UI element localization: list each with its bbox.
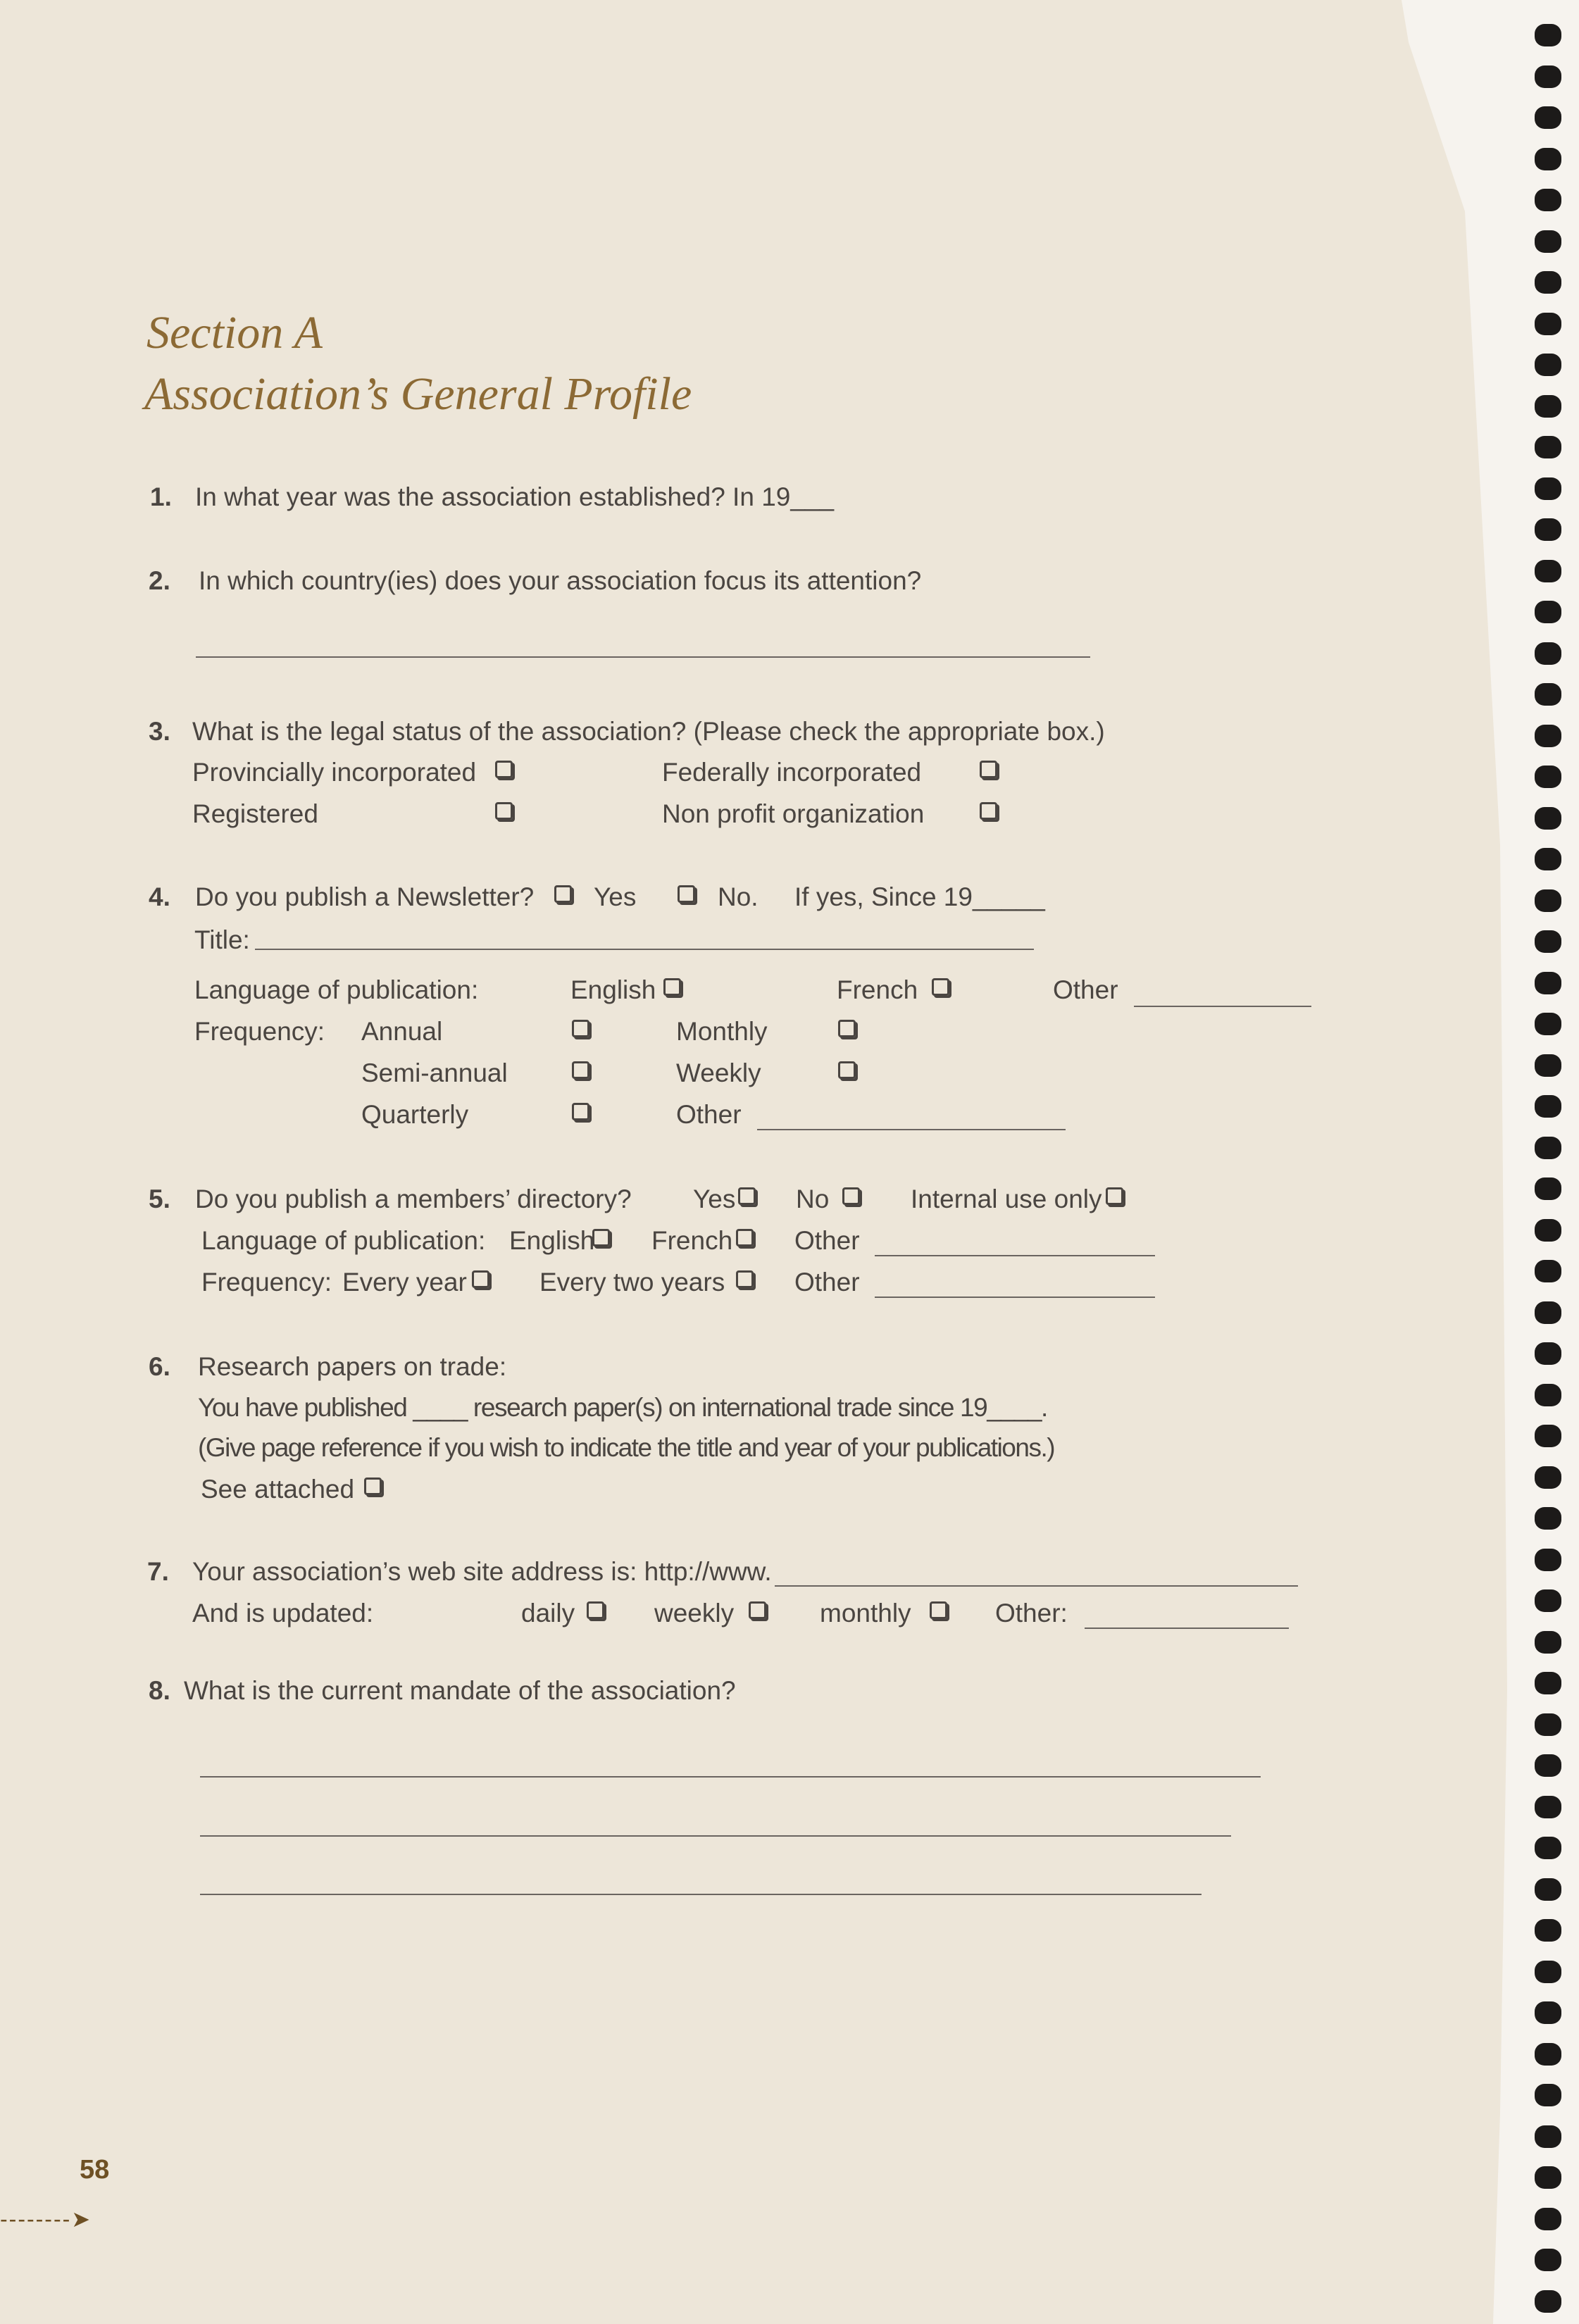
q4-monthly-checkbox[interactable] <box>838 1020 856 1037</box>
q4-annual-checkbox[interactable] <box>572 1020 589 1037</box>
q2-text: In which country(ies) does your association focus its attention? <box>199 566 922 595</box>
binding-hole <box>1535 1260 1561 1282</box>
binding-hole <box>1535 230 1561 253</box>
binding-hole <box>1535 1878 1561 1901</box>
binding-hole <box>1535 848 1561 870</box>
q7-updated-label: And is updated: <box>192 1599 374 1628</box>
binding-hole <box>1535 354 1561 376</box>
binding-hole <box>1535 2043 1561 2066</box>
q6-attached-checkbox[interactable] <box>364 1478 382 1495</box>
section-title: Section A <box>146 307 323 358</box>
binding-hole <box>1535 24 1561 46</box>
binding-hole <box>1535 683 1561 706</box>
q3-option-registered: Registered <box>192 799 318 828</box>
q7-monthly-checkbox[interactable] <box>930 1601 947 1619</box>
q8-text: What is the current mandate of the association? <box>184 1676 736 1705</box>
q5-yes-label: Yes <box>693 1185 736 1213</box>
q3-number: 3. <box>149 717 170 746</box>
q4-no-label: No. <box>718 882 759 911</box>
q1-text: In what year was the association established? In 19___ <box>195 482 835 511</box>
q4-quarterly-checkbox[interactable] <box>572 1103 589 1120</box>
q6-number: 6. <box>149 1352 170 1381</box>
q5-yes-checkbox[interactable] <box>738 1187 756 1205</box>
binding-hole <box>1535 2166 1561 2189</box>
binding-hole <box>1535 271 1561 294</box>
q3-option-nonprofit: Non profit organization <box>662 799 925 828</box>
binding-hole <box>1535 1177 1561 1200</box>
binding-hole <box>1535 2125 1561 2148</box>
q7-daily-label: daily <box>521 1599 575 1628</box>
q4-english-checkbox[interactable] <box>663 978 681 996</box>
q4-other2-label: Other <box>676 1100 742 1129</box>
q4-quarterly-label: Quarterly <box>361 1100 469 1129</box>
continue-arrow: --------➤ <box>0 2206 92 2232</box>
q4-french-checkbox[interactable] <box>932 978 949 996</box>
binding-hole <box>1535 1384 1561 1406</box>
binding-hole <box>1535 1219 1561 1242</box>
binding-hole <box>1535 395 1561 418</box>
q4-other-label: Other <box>1053 975 1118 1004</box>
binding-hole <box>1535 477 1561 500</box>
q5-other-line[interactable] <box>875 1255 1155 1256</box>
q5-language-label: Language of publication: <box>201 1226 486 1255</box>
binding-hole <box>1535 1672 1561 1694</box>
binding-hole <box>1535 313 1561 335</box>
binding-hole <box>1535 2084 1561 2106</box>
q7-number: 7. <box>147 1557 169 1586</box>
binding-hole <box>1535 1425 1561 1447</box>
q8-number: 8. <box>149 1676 170 1705</box>
q4-frequency-label: Frequency: <box>194 1017 325 1046</box>
q4-yes-label: Yes <box>594 882 637 911</box>
q4-number: 4. <box>149 882 170 911</box>
binding-hole <box>1535 1837 1561 1859</box>
binding-hole <box>1535 1961 1561 1983</box>
binding-hole <box>1535 2290 1561 2313</box>
q4-weekly-checkbox[interactable] <box>838 1061 856 1079</box>
q6-attached-label: See attached <box>201 1475 355 1504</box>
q7-url-line[interactable] <box>775 1585 1298 1587</box>
binding-hole <box>1535 1137 1561 1159</box>
binding-hole <box>1535 1466 1561 1489</box>
q4-semiannual-checkbox[interactable] <box>572 1061 589 1079</box>
binding-hole <box>1535 601 1561 623</box>
q5-text: Do you publish a members’ directory? <box>195 1185 632 1213</box>
q5-other-label: Other <box>794 1226 860 1255</box>
binding-hole <box>1535 807 1561 830</box>
q5-number: 5. <box>149 1185 170 1213</box>
q6-published-line: You have published ____ research paper(s) on international trade since 19____. <box>198 1393 1047 1422</box>
q5-other2-line[interactable] <box>875 1297 1155 1298</box>
page-number: 58 <box>80 2155 110 2185</box>
binding-hole <box>1535 1507 1561 1530</box>
q4-yes-checkbox[interactable] <box>554 885 572 903</box>
q6-reference-note: (Give page reference if you wish to indicate the title and year of your publications.) <box>198 1433 1055 1462</box>
binding-hole <box>1535 2249 1561 2271</box>
q7-other-label: Other: <box>995 1599 1068 1628</box>
q8-answer-line-2[interactable] <box>200 1835 1231 1837</box>
q4-english-label: English <box>570 975 656 1004</box>
binding-hole <box>1535 725 1561 747</box>
q5-no-checkbox[interactable] <box>842 1187 860 1205</box>
q5-english-label: English <box>509 1226 595 1255</box>
binding-hole <box>1535 642 1561 665</box>
q1-number: 1. <box>150 482 172 511</box>
binding-hole <box>1535 1919 1561 1942</box>
q3-option-federal: Federally incorporated <box>662 758 922 787</box>
binding-hole <box>1535 1713 1561 1736</box>
binding-hole <box>1535 106 1561 129</box>
q7-monthly-label: monthly <box>820 1599 911 1628</box>
q4-title-label: Title: <box>194 925 250 954</box>
binding-hole <box>1535 1589 1561 1612</box>
q5-english-checkbox[interactable] <box>592 1229 610 1247</box>
q7-daily-checkbox[interactable] <box>587 1601 604 1619</box>
q5-internal-label: Internal use only <box>911 1185 1102 1213</box>
q4-other-line[interactable] <box>1134 1006 1311 1007</box>
q5-every-year-label: Every year <box>342 1268 467 1297</box>
binding-hole <box>1535 1754 1561 1777</box>
q6-text: Research papers on trade: <box>198 1352 507 1381</box>
q4-since-label: If yes, Since 19_____ <box>794 882 1045 911</box>
binding-hole <box>1535 1549 1561 1571</box>
binding-hole <box>1535 1301 1561 1324</box>
q2-number: 2. <box>149 566 170 595</box>
binding-hole <box>1535 1054 1561 1077</box>
q8-answer-line-1[interactable] <box>200 1776 1261 1778</box>
section-subtitle: Association’s General Profile <box>144 368 692 420</box>
q4-text: Do you publish a Newsletter? <box>195 882 535 911</box>
q4-no-checkbox[interactable] <box>678 885 695 903</box>
q5-other2-label: Other <box>794 1268 860 1297</box>
q4-other2-line[interactable] <box>757 1129 1066 1130</box>
binding-hole <box>1535 2001 1561 2024</box>
binding-hole <box>1535 766 1561 788</box>
q4-title-line[interactable] <box>255 949 1034 950</box>
q5-no-label: No <box>796 1185 830 1213</box>
q8-answer-line-3[interactable] <box>200 1894 1202 1895</box>
binding-hole <box>1535 1013 1561 1035</box>
q4-french-label: French <box>837 975 918 1004</box>
binding-hole <box>1535 189 1561 211</box>
binding-hole <box>1535 2208 1561 2230</box>
q5-every-two-checkbox[interactable] <box>736 1270 754 1288</box>
binding-hole <box>1535 148 1561 170</box>
binding-hole <box>1535 1796 1561 1818</box>
binding-hole <box>1535 436 1561 458</box>
q4-semiannual-label: Semi-annual <box>361 1058 508 1087</box>
q4-language-label: Language of publication: <box>194 975 479 1004</box>
binding-hole <box>1535 65 1561 88</box>
q3-provincial-checkbox[interactable] <box>495 761 513 778</box>
q3-nonprofit-checkbox[interactable] <box>980 802 997 820</box>
binding-hole <box>1535 1095 1561 1118</box>
q5-every-year-checkbox[interactable] <box>472 1270 489 1288</box>
q4-annual-label: Annual <box>361 1017 443 1046</box>
binding-hole <box>1535 1342 1561 1365</box>
q3-option-provincial: Provincially incorporated <box>192 758 477 787</box>
q5-every-two-label: Every two years <box>539 1268 725 1297</box>
binding-hole <box>1535 518 1561 541</box>
q5-french-label: French <box>651 1226 733 1255</box>
binding-hole <box>1535 560 1561 582</box>
binding-hole <box>1535 972 1561 994</box>
binding-hole <box>1535 889 1561 912</box>
q7-weekly-label: weekly <box>654 1599 735 1628</box>
q4-monthly-label: Monthly <box>676 1017 768 1046</box>
q5-frequency-label: Frequency: <box>201 1268 332 1297</box>
q7-text: Your association’s web site address is: http://www. <box>192 1557 772 1586</box>
q3-text: What is the legal status of the association? (Please check the appropriate box.) <box>192 717 1105 746</box>
q7-other-line[interactable] <box>1085 1628 1289 1629</box>
q7-weekly-checkbox[interactable] <box>749 1601 766 1619</box>
q5-internal-checkbox[interactable] <box>1106 1187 1123 1205</box>
q5-french-checkbox[interactable] <box>736 1229 754 1247</box>
binding-hole <box>1535 1631 1561 1654</box>
binding-hole <box>1535 930 1561 953</box>
q3-federal-checkbox[interactable] <box>980 761 997 778</box>
q4-weekly-label: Weekly <box>676 1058 761 1087</box>
q2-answer-line[interactable] <box>196 656 1090 658</box>
q3-registered-checkbox[interactable] <box>495 802 513 820</box>
